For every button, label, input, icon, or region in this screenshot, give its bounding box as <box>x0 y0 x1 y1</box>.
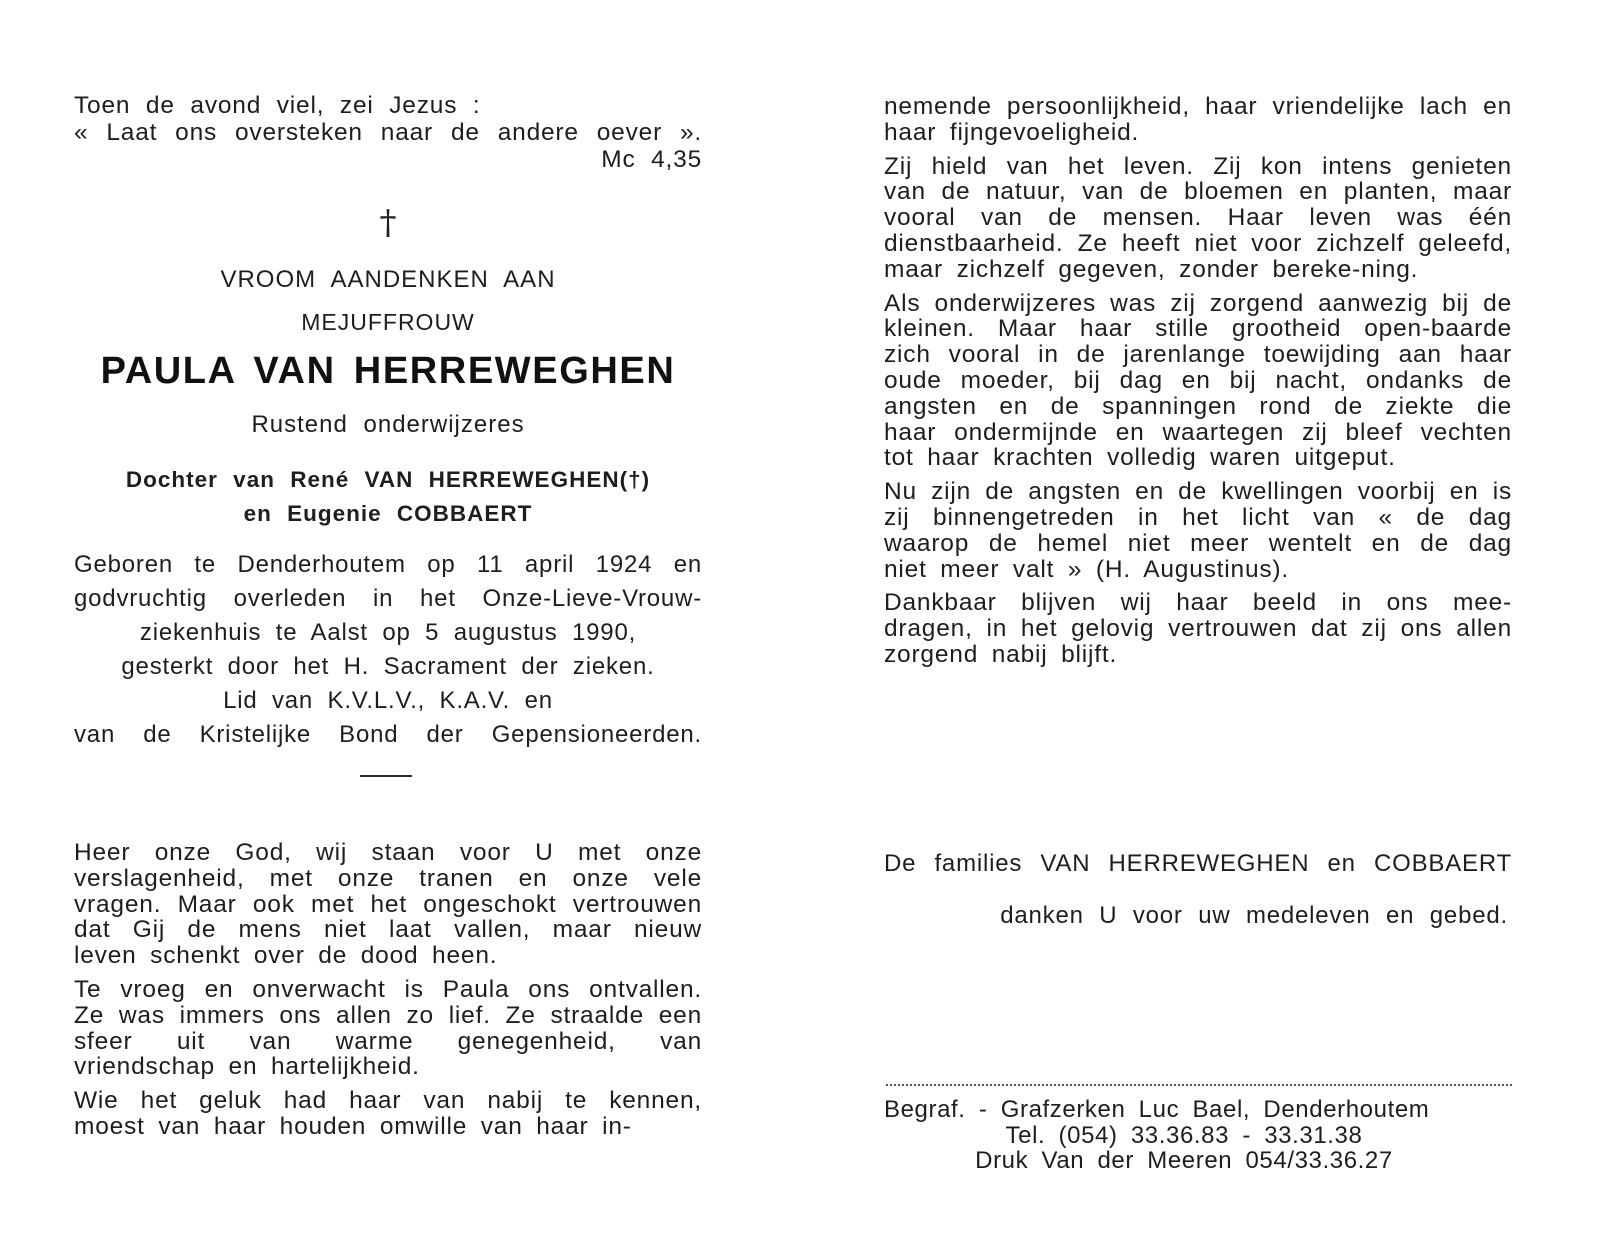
epigraph-line-1: Toen de avond viel, zei Jezus : <box>74 92 481 119</box>
phone-numbers: Tel. (054) 33.36.83 - 33.31.38 <box>1005 1121 1363 1149</box>
tribute-paragraph: Nu zijn de angsten en de kwellingen voorbij en is zij binnengetreden in het licht van « de dag waarop de hemel niet meer wentelt en de dag niet meer valt » (H. Augustinus). <box>884 478 1512 583</box>
families-line: De families VAN HERREWEGHEN en COBBAERT <box>884 850 1512 877</box>
cross-icon: † <box>379 203 397 243</box>
prayer-text <box>74 840 702 1148</box>
title-heading: MEJUFFROUW <box>301 309 475 335</box>
dotted-separator <box>886 1084 1512 1086</box>
biography-line: godvruchtig overleden in het Onze-Lieve-Vrouw- <box>74 585 702 612</box>
prayer-paragraph: Wie het geluk had haar van nabij te kennen, moest van haar houden omwille van haar in- <box>74 1087 702 1140</box>
parents <box>74 463 702 531</box>
occupation: Rustend onderwijzeres <box>251 411 525 438</box>
prayer-paragraph: Te vroeg en onverwacht is Paula ons ontvallen. Ze was immers ons allen zo lief. Ze straalde een sfeer uit van warme genegenheid, van vriendschap en hartelijkheid. <box>74 975 702 1081</box>
tribute-paragraph: nemende persoonlijkheid, haar vriendelijke lach en haar fijngevoeligheid. <box>884 93 1512 146</box>
tribute-paragraph: Dankbaar blijven wij haar beeld in ons mee-dragen, in het gelovig vertrouwen dat zij ons allen zorgend nabij blijft. <box>884 589 1512 668</box>
epigraph-reference: Mc 4,35 <box>601 146 702 173</box>
divider <box>360 775 412 777</box>
thanks-line: danken U voor uw medeleven en gebed. <box>1000 902 1508 929</box>
memorial-heading: VROOM AANDENKEN AAN <box>220 266 556 293</box>
biography-line: Lid van K.V.L.V., K.A.V. en <box>223 687 553 714</box>
biography-line: ziekenhuis te Aalst op 5 augustus 1990, <box>139 619 637 646</box>
deceased-name: PAULA VAN HERREWEGHEN <box>100 350 676 392</box>
funeral-director: Begraf. - Grafzerken Luc Bael, Denderhoutem <box>884 1096 1430 1123</box>
epigraph <box>74 92 702 173</box>
biography <box>74 548 702 752</box>
tribute-paragraph: Als onderwijzeres was zij zorgend aanwezig bij de kleinen. Maar haar stille grootheid open-baarde zich vooral in de jarenlange toewijding aan haar oude moeder, bij dag en bij nacht, ondanks de angsten en de spanningen rond de ziekte die haar ondermijnde en waartegen zij bleef vechten tot haar krachten volledig waren uitgeput. <box>884 289 1512 472</box>
biography-line: Geboren te Denderhoutem op 11 april 1924 en <box>74 551 702 578</box>
prayer-paragraph: Heer onze God, wij staan voor U met onze verslagenheid, met onze tranen en onze vele vragen. Maar ook met het ongeschokt vertrouwen dat Gij de mens niet laat vallen, maar nieuw leven schenkt over de dood heen. <box>74 839 702 970</box>
biography-line: gesterkt door het H. Sacrament der zieken. <box>121 653 655 680</box>
parents-line-2: en Eugenie COBBAERT <box>243 501 533 526</box>
tribute-text <box>884 94 1512 676</box>
tribute-paragraph: Zij hield van het leven. Zij kon intens genieten van de natuur, van de bloemen en planten, maar vooral van de mensen. Haar leven was één dienstbaarheid. Ze heeft niet voor zichzelf geleefd, maar zichzelf gegeven, zonder bereke-ning. <box>884 152 1512 283</box>
epigraph-line-2: « Laat ons oversteken naar de andere oever ». <box>74 119 702 146</box>
parents-line-1: Dochter van René VAN HERREWEGHEN(†) <box>125 467 651 492</box>
biography-line: van de Kristelijke Bond der Gepensioneerden. <box>74 721 702 748</box>
printer-info <box>884 1097 1484 1174</box>
printer-name: Druk Van der Meeren 054/33.36.27 <box>975 1147 1393 1174</box>
